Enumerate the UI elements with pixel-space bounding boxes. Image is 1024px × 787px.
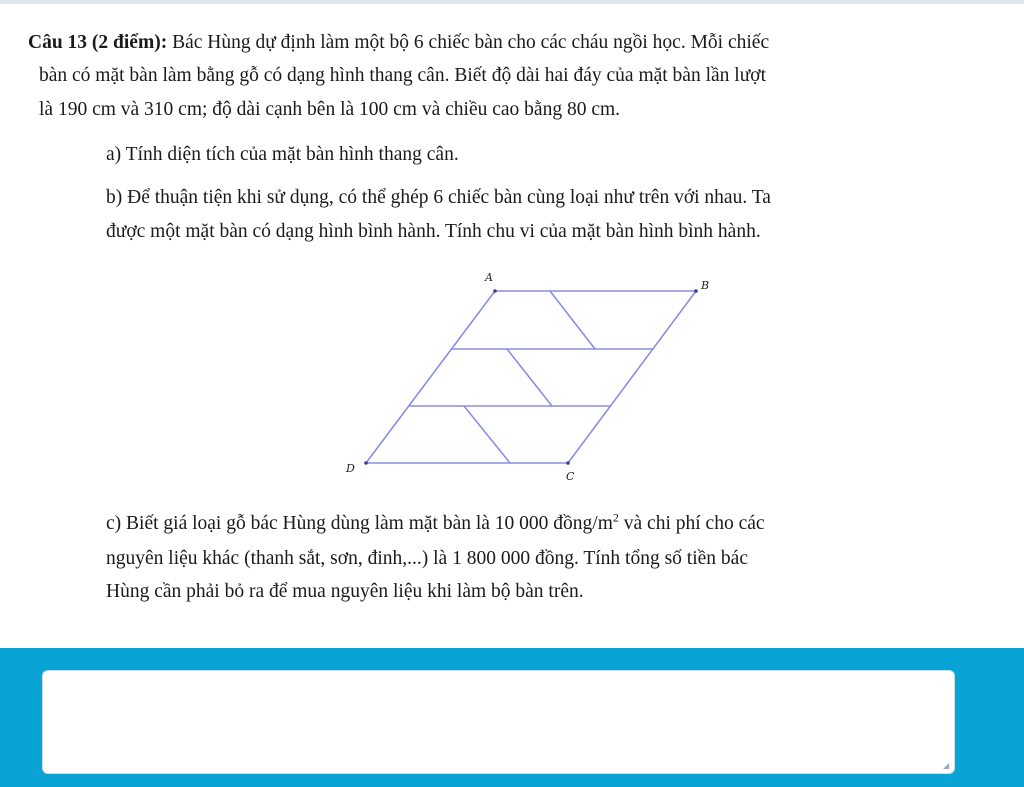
resize-grip-icon[interactable]: ◢ <box>943 761 950 770</box>
point-c <box>566 461 570 465</box>
answer-panel <box>0 648 1024 787</box>
parallelogram-diagram <box>330 262 730 492</box>
slant-2 <box>507 349 552 406</box>
slant-3 <box>464 406 510 463</box>
question-heading: Câu 13 (2 điểm): <box>28 32 168 53</box>
label-d: D <box>346 462 355 475</box>
parallelogram-figure <box>330 262 730 492</box>
part-a-text: a) Tính diện tích của mặt bàn hình thang cân. <box>106 144 459 165</box>
question-intro-text: Bác Hùng dự định làm một bộ 6 chiếc bàn cho các cháu ngồi học. Mỗi chiếc <box>172 32 770 53</box>
label-c: C <box>566 470 575 483</box>
part-c-line-2: nguyên liệu khác (thanh sắt, sơn, đinh,...) là 1 800 000 đồng. Tính tổng số tiền bác <box>106 548 748 569</box>
label-a: A <box>485 271 493 284</box>
part-b-line-1: b) Để thuận tiện khi sử dụng, có thể ghép 6 chiếc bàn cùng loại như trên với nhau. Ta <box>106 187 771 208</box>
part-c-line-1-tail: và chi phí cho các <box>618 513 765 534</box>
point-d <box>364 461 368 465</box>
slant-1 <box>550 291 595 349</box>
edge-da <box>366 291 495 463</box>
part-b-line-2: được một mặt bàn có dạng hình bình hành. Tính chu vi của mặt bàn hình bình hành. <box>106 221 761 242</box>
point-b <box>694 289 698 293</box>
part-c-line-3: Hùng cần phải bỏ ra để mua nguyên liệu khi làm bộ bàn trên. <box>106 581 584 602</box>
question-intro-line-1 <box>28 31 769 55</box>
part-c-line-1 <box>106 512 765 536</box>
question-intro-line-2: bàn có mặt bàn làm bằng gỗ có dạng hình thang cân. Biết độ dài hai đáy của mặt bàn lần lượt <box>39 65 767 86</box>
label-b: B <box>701 279 710 292</box>
part-c-line-1-text: c) Biết giá loại gỗ bác Hùng dùng làm mặt bàn là 10 000 đồng/m <box>106 513 613 534</box>
part-c-superscript: 2 <box>612 510 619 525</box>
question-intro-line-3: là 190 cm và 310 cm; độ dài cạnh bên là 100 cm và chiều cao bằng 80 cm. <box>39 99 621 120</box>
point-a <box>493 289 497 293</box>
answer-input-box[interactable] <box>42 670 955 774</box>
edge-bc <box>568 291 696 463</box>
